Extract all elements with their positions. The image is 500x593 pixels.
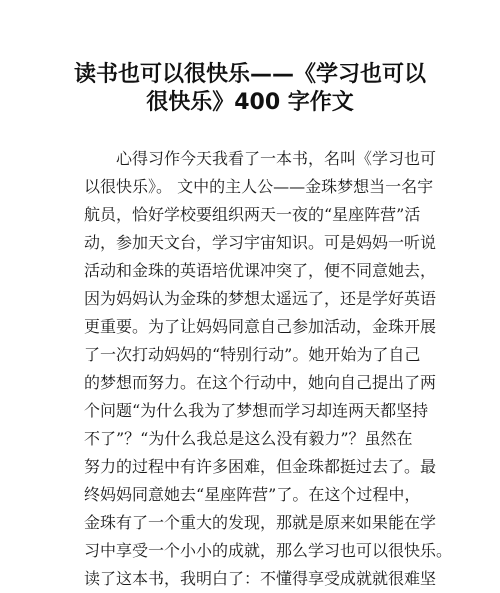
paragraph-line: 以很快乐》。 文中的主人公——金珠梦想当一名宇 xyxy=(84,177,434,196)
paragraph-line: 读了这本书，我明白了：不懂得享受成就就很难坚 xyxy=(84,569,437,588)
paragraph-line: 航员，恰好学校要组织两天一夜的“星座阵营”活 xyxy=(84,205,421,224)
paragraph-line: 因为妈妈认为金珠的梦想太遥远了，还是学好英语 xyxy=(84,289,437,308)
document-title xyxy=(40,60,460,116)
paragraph-line: 终妈妈同意她去“星座阵营”了。在这个过程中， xyxy=(84,485,421,504)
paragraph-line: 的梦想而努力。在这个行动中，她向自己提出了两 xyxy=(84,373,437,392)
paragraph-line: 金珠有了一个重大的发现，那就是原来如果能在学 xyxy=(84,513,437,532)
paragraph-line: 了一次打动妈妈的“特别行动”。她开始为了自己 xyxy=(84,345,421,364)
paragraph-line: 动，参加天文台，学习宇宙知识。可是妈妈一听说 xyxy=(84,233,437,252)
paragraph-line: 习中享受一个小小的成就，那么学习也可以很快乐。 xyxy=(84,541,453,560)
paragraph-line: 更重要。为了让妈妈同意自己参加活动，金珠开展 xyxy=(84,317,437,336)
paragraph-line: 心得习作今天我看了一本书，名叫《学习也可 xyxy=(116,149,437,168)
paragraph-line: 活动和金珠的英语培优课冲突了，便不同意她去， xyxy=(84,261,437,280)
document-body-paragraph xyxy=(84,145,453,593)
paragraph-line: 努力的过程中有许多困难，但金珠都挺过去了。最 xyxy=(84,457,437,476)
title-line-1: 读书也可以很快乐——《学习也可以 xyxy=(73,62,426,87)
paragraph-line: 个问题“为什么我为了梦想而学习却连两天都坚持 xyxy=(84,401,429,420)
paragraph-line: 不了”？“为什么我总是这么没有毅力”？虽然在 xyxy=(84,429,413,448)
title-line-2: 很快乐》400 字作文 xyxy=(146,90,354,115)
